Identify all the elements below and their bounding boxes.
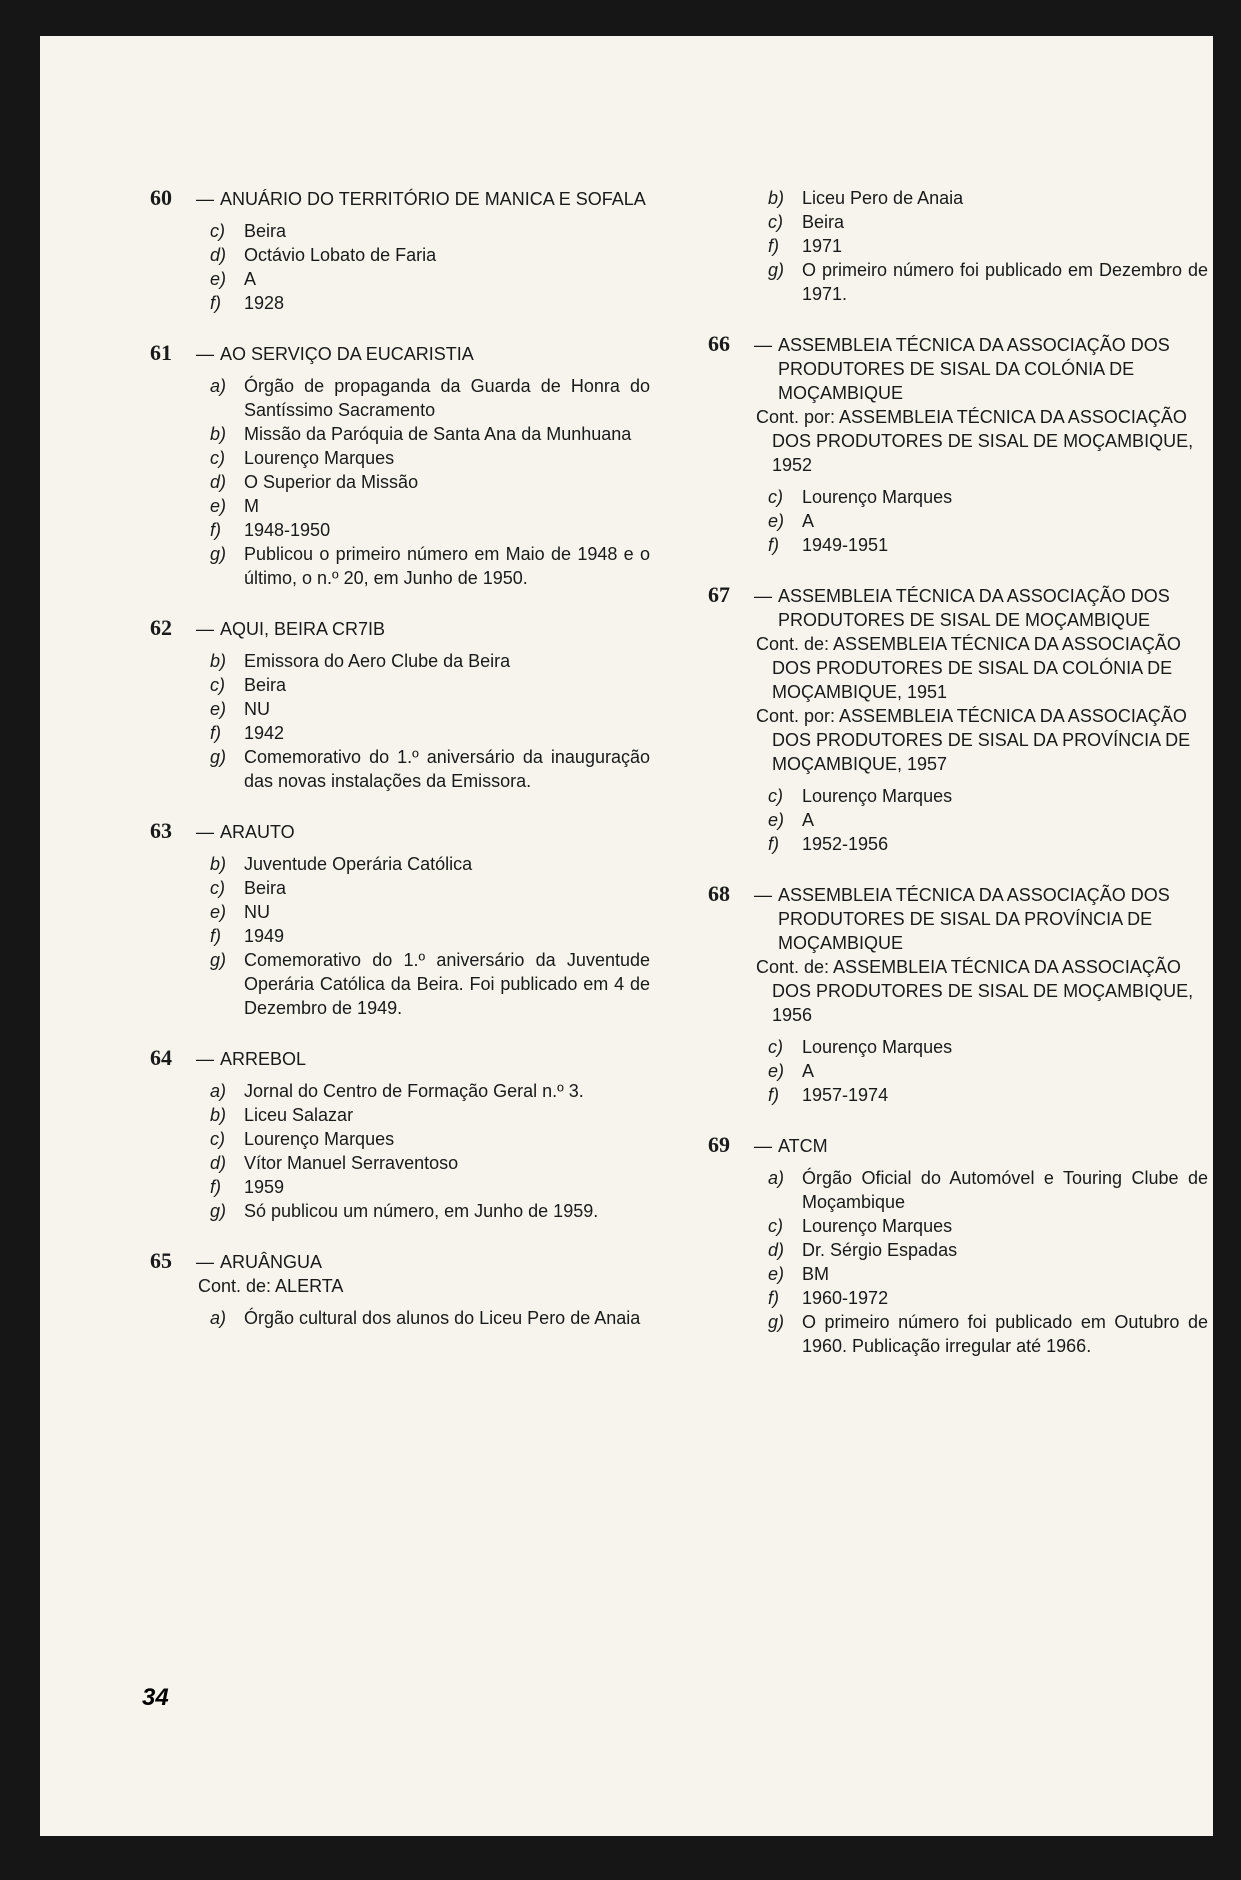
entry-heading — [150, 1046, 650, 1071]
entry-dash: — — [196, 822, 214, 842]
field-key: d) — [210, 1153, 227, 1173]
field-row — [150, 542, 650, 590]
field-key: a) — [210, 1081, 227, 1101]
left-column — [150, 186, 650, 1356]
entry-fields — [150, 852, 650, 1020]
field-value: Comemorativo do 1.º aniversário da inauguração das novas instalações da Emissora. — [244, 747, 650, 791]
field-key: g) — [768, 1312, 785, 1332]
field-value: NU — [244, 902, 270, 922]
entry-title: ARUÂNGUA — [220, 1252, 323, 1272]
field-key: c) — [210, 878, 225, 898]
field-key: a) — [210, 376, 227, 396]
field-row — [150, 1175, 650, 1199]
field-value: A — [802, 810, 815, 830]
entry-title: ARAUTO — [220, 822, 295, 842]
entry-fields — [150, 219, 650, 315]
field-row — [708, 1059, 1208, 1083]
entry-number: 60 — [150, 185, 172, 210]
entry-heading — [150, 341, 650, 366]
entry-dash: — — [754, 335, 772, 355]
entry-title: ARREBOL — [220, 1049, 307, 1069]
entry-heading — [708, 583, 1208, 632]
page-number: 34 — [142, 1684, 169, 1711]
field-value: Lourenço Marques — [802, 1037, 953, 1057]
entry-fields — [150, 1306, 650, 1330]
field-value: 1960-1972 — [802, 1288, 889, 1308]
entry-heading — [150, 1249, 650, 1274]
field-row — [150, 267, 650, 291]
field-key: c) — [210, 448, 225, 468]
entry-dash: — — [196, 1049, 214, 1069]
field-value: Publicou o primeiro número em Maio de 1948 e o último, o n.º 20, em Junho de 1950. — [244, 544, 650, 588]
document-page — [40, 36, 1213, 1836]
field-key: f) — [768, 236, 779, 256]
entry-title: ANUÁRIO DO TERRITÓRIO DE MANICA E SOFALA — [220, 189, 646, 209]
catalog-entry — [150, 341, 650, 590]
entry-title: AO SERVIÇO DA EUCARISTIA — [220, 344, 474, 364]
entry-title: ATCM — [778, 1136, 828, 1156]
field-row — [708, 832, 1208, 856]
entry-dash: — — [754, 586, 772, 606]
entry-dash: — — [754, 1136, 772, 1156]
field-key: c) — [768, 212, 783, 232]
field-value: Órgão cultural dos alunos do Liceu Pero de Anaia — [244, 1308, 641, 1328]
field-value: Dr. Sérgio Espadas — [802, 1240, 958, 1260]
entry-dash: — — [196, 619, 214, 639]
entry-number: 62 — [150, 615, 172, 640]
entry-fields — [708, 1166, 1208, 1358]
field-key: d) — [768, 1240, 785, 1260]
field-key: c) — [210, 221, 225, 241]
field-row — [150, 745, 650, 793]
field-row — [150, 243, 650, 267]
field-key: e) — [210, 496, 227, 516]
field-key: c) — [768, 1037, 783, 1057]
field-key: f) — [768, 1288, 779, 1308]
field-value: Liceu Salazar — [244, 1105, 354, 1125]
field-key: b) — [210, 1105, 227, 1125]
field-row — [708, 1083, 1208, 1107]
field-value: O primeiro número foi publicado em Outubro de 1960. Publicação irregular até 1966. — [802, 1312, 1208, 1356]
field-key: c) — [768, 487, 783, 507]
field-value: Lourenço Marques — [244, 448, 395, 468]
field-value: 1949-1951 — [802, 535, 889, 555]
field-key: c) — [768, 1216, 783, 1236]
entry-number: 67 — [708, 582, 730, 607]
field-row — [708, 1238, 1208, 1262]
field-key: g) — [210, 1201, 227, 1221]
field-key: f) — [768, 535, 779, 555]
field-key: e) — [768, 810, 785, 830]
field-value: Comemorativo do 1.º aniversário da Juventude Operária Católica da Beira. Foi publicado em 4 de Dezembro de 1949. — [244, 950, 650, 1018]
field-row — [708, 533, 1208, 557]
field-value: Beira — [244, 675, 287, 695]
field-key: g) — [210, 950, 227, 970]
field-value: M — [244, 496, 259, 516]
field-row — [708, 1262, 1208, 1286]
entry-number: 68 — [708, 881, 730, 906]
entry-dash: — — [196, 1252, 214, 1272]
entry-heading — [150, 616, 650, 641]
catalog-entry — [708, 882, 1208, 1107]
entry-fields — [708, 485, 1208, 557]
catalog-entry — [708, 186, 1208, 306]
catalog-entry — [150, 1249, 650, 1330]
entry-dash: — — [754, 885, 772, 905]
field-key: e) — [210, 269, 227, 289]
catalog-entry — [150, 616, 650, 793]
field-key: d) — [210, 245, 227, 265]
entry-heading — [708, 882, 1208, 955]
field-value: Lourenço Marques — [802, 487, 953, 507]
field-row — [708, 509, 1208, 533]
entry-number: 69 — [708, 1132, 730, 1157]
field-value: Lourenço Marques — [802, 1216, 953, 1236]
field-key: e) — [210, 699, 227, 719]
catalog-entry — [150, 186, 650, 315]
field-row — [150, 1127, 650, 1151]
field-row — [150, 1079, 650, 1103]
entry-number: 64 — [150, 1045, 172, 1070]
field-key: f) — [210, 926, 221, 946]
entry-number: 63 — [150, 818, 172, 843]
entry-number: 61 — [150, 340, 172, 365]
field-row — [150, 1103, 650, 1127]
field-row — [150, 518, 650, 542]
catalog-entry — [708, 332, 1208, 557]
field-row — [708, 234, 1208, 258]
field-row — [708, 808, 1208, 832]
field-row — [708, 1214, 1208, 1238]
field-row — [150, 852, 650, 876]
right-column — [708, 186, 1208, 1384]
continuation-note: Cont. por: ASSEMBLEIA TÉCNICA DA ASSOCIAÇÃO DOS PRODUTORES DE SISAL DE MOÇAMBIQUE, 1952 — [756, 407, 1194, 475]
field-key: e) — [768, 1061, 785, 1081]
field-row — [150, 219, 650, 243]
field-value: Órgão de propaganda da Guarda de Honra do Santíssimo Sacramento — [244, 376, 650, 420]
field-row — [150, 948, 650, 1020]
field-value: Só publicou um número, em Junho de 1959. — [244, 1201, 599, 1221]
field-value: Juventude Operária Católica — [244, 854, 473, 874]
field-value: Beira — [244, 221, 287, 241]
field-row — [708, 1035, 1208, 1059]
field-value: Órgão Oficial do Automóvel e Touring Clube de Moçambique — [802, 1168, 1208, 1212]
field-key: e) — [210, 902, 227, 922]
entry-number: 65 — [150, 1248, 172, 1273]
field-key: d) — [210, 472, 227, 492]
entry-title: ASSEMBLEIA TÉCNICA DA ASSOCIAÇÃO DOS PRODUTORES DE SISAL DA COLÓNIA DE MOÇAMBIQUE — [778, 335, 1170, 403]
entry-heading — [150, 819, 650, 844]
entry-heading — [708, 332, 1208, 405]
entry-fields — [708, 186, 1208, 306]
entry-title: ASSEMBLEIA TÉCNICA DA ASSOCIAÇÃO DOS PRODUTORES DE SISAL DA PROVÍNCIA DE MOÇAMBIQUE — [778, 885, 1170, 953]
field-value: 1959 — [244, 1177, 285, 1197]
field-value: Lourenço Marques — [802, 786, 953, 806]
continuation-note: Cont. de: ASSEMBLEIA TÉCNICA DA ASSOCIAÇÃO DOS PRODUTORES DE SISAL DA COLÓNIA DE MOÇAMBIQUE, 1951 — [756, 634, 1181, 702]
field-key: f) — [210, 520, 221, 540]
field-row — [150, 446, 650, 470]
field-row — [150, 673, 650, 697]
catalog-entry — [150, 819, 650, 1020]
field-value: 1942 — [244, 723, 285, 743]
field-key: c) — [210, 675, 225, 695]
field-value: A — [802, 1061, 815, 1081]
field-value: 1952-1956 — [802, 834, 889, 854]
entry-number: 66 — [708, 331, 730, 356]
field-row — [150, 1199, 650, 1223]
entry-fields — [708, 1035, 1208, 1107]
field-value: Missão da Paróquia de Santa Ana da Munhuana — [244, 424, 632, 444]
field-row — [708, 1286, 1208, 1310]
field-key: g) — [210, 747, 227, 767]
field-row — [150, 422, 650, 446]
field-key: g) — [768, 260, 785, 280]
field-row — [708, 485, 1208, 509]
field-key: f) — [768, 1085, 779, 1105]
field-value: Lourenço Marques — [244, 1129, 395, 1149]
field-value: Jornal do Centro de Formação Geral n.º 3. — [244, 1081, 584, 1101]
entry-fields — [150, 1079, 650, 1223]
field-value: O Superior da Missão — [244, 472, 419, 492]
entry-title: AQUI, BEIRA CR7IB — [220, 619, 386, 639]
field-key: b) — [210, 854, 227, 874]
entry-fields — [150, 374, 650, 590]
entry-dash: — — [196, 344, 214, 364]
field-row — [150, 494, 650, 518]
field-value: 1949 — [244, 926, 285, 946]
field-row — [708, 1310, 1208, 1358]
field-value: BM — [802, 1264, 829, 1284]
field-value: Beira — [244, 878, 287, 898]
field-value: 1971 — [802, 236, 843, 256]
field-key: b) — [210, 651, 227, 671]
entry-fields — [708, 784, 1208, 856]
catalog-entry — [708, 583, 1208, 856]
field-key: e) — [768, 511, 785, 531]
field-value: A — [244, 269, 257, 289]
field-value: Liceu Pero de Anaia — [802, 188, 964, 208]
continuation-note: Cont. por: ASSEMBLEIA TÉCNICA DA ASSOCIAÇÃO DOS PRODUTORES DE SISAL DA PROVÍNCIA DE MOÇAMBIQUE, 1957 — [756, 706, 1191, 774]
field-row — [150, 1306, 650, 1330]
field-key: f) — [210, 293, 221, 313]
field-key: f) — [210, 1177, 221, 1197]
field-value: Vítor Manuel Serraventoso — [244, 1153, 459, 1173]
field-value: Emissora do Aero Clube da Beira — [244, 651, 511, 671]
catalog-entry — [708, 1133, 1208, 1358]
field-value: NU — [244, 699, 270, 719]
field-row — [150, 374, 650, 422]
field-row — [708, 1166, 1208, 1214]
field-key: f) — [210, 723, 221, 743]
field-key: a) — [768, 1168, 785, 1188]
field-row — [708, 186, 1208, 210]
entry-title: ASSEMBLEIA TÉCNICA DA ASSOCIAÇÃO DOS PRODUTORES DE SISAL DE MOÇAMBIQUE — [778, 586, 1170, 630]
catalog-entry — [150, 1046, 650, 1223]
continuation-note: Cont. de: ASSEMBLEIA TÉCNICA DA ASSOCIAÇÃO DOS PRODUTORES DE SISAL DE MOÇAMBIQUE, 1956 — [756, 957, 1194, 1025]
field-row — [150, 291, 650, 315]
field-key: c) — [768, 786, 783, 806]
field-value: Octávio Lobato de Faria — [244, 245, 437, 265]
field-row — [150, 470, 650, 494]
field-key: b) — [768, 188, 785, 208]
entry-fields — [150, 649, 650, 793]
field-row — [150, 1151, 650, 1175]
field-value: 1957-1974 — [802, 1085, 889, 1105]
field-row — [150, 876, 650, 900]
field-row — [708, 784, 1208, 808]
continuation-note: Cont. de: ALERTA — [198, 1276, 344, 1296]
entry-heading — [708, 1133, 1208, 1158]
field-row — [150, 721, 650, 745]
field-value: Beira — [802, 212, 845, 232]
field-value: 1928 — [244, 293, 285, 313]
field-row — [150, 697, 650, 721]
field-value: 1948-1950 — [244, 520, 331, 540]
field-value: A — [802, 511, 815, 531]
field-key: b) — [210, 424, 227, 444]
field-key: c) — [210, 1129, 225, 1149]
field-key: f) — [768, 834, 779, 854]
entry-heading — [150, 186, 650, 211]
field-key: g) — [210, 544, 227, 564]
field-key: e) — [768, 1264, 785, 1284]
field-value: O primeiro número foi publicado em Dezembro de 1971. — [802, 260, 1208, 304]
field-row — [708, 210, 1208, 234]
field-row — [150, 924, 650, 948]
field-row — [150, 900, 650, 924]
field-row — [150, 649, 650, 673]
field-row — [708, 258, 1208, 306]
entry-dash: — — [196, 189, 214, 209]
field-key: a) — [210, 1308, 227, 1328]
